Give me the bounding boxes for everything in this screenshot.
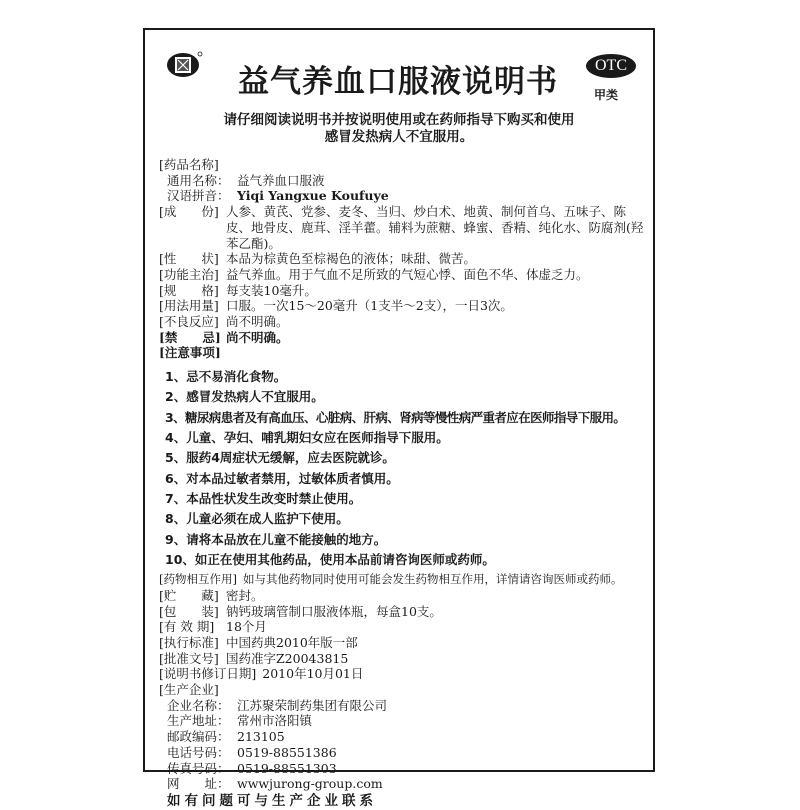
manufacturer-postcode-row: 邮政编码： 213105 xyxy=(167,729,285,745)
section-packaging: [包 装] 钠钙玻璃管制口服液体瓶，每盒10支。 xyxy=(159,603,442,619)
generic-name-value: 益气养血口服液 xyxy=(237,172,325,188)
warning-line-1: 请仔细阅读说明书并按说明使用或在药师指导下购买和使用 xyxy=(223,112,575,128)
section-approval-number: [批准文号] 国药准字Z20043815 xyxy=(159,650,349,666)
precautions-heading: [注意事项] xyxy=(159,345,221,361)
otc-badge: OTC xyxy=(586,54,636,78)
company-logo-icon xyxy=(165,50,203,80)
manufacturer-heading: [生产企业] xyxy=(159,682,219,698)
leaflet-body xyxy=(159,157,645,810)
manufacturer-name-row: 企业名称： 江苏聚荣制药集团有限公司 xyxy=(167,697,388,713)
precaution-item: 4、儿童、孕妇、哺乳期妇女应在医师指导下服用。 xyxy=(165,430,449,446)
section-contraindications: [禁 忌] 尚不明确。 xyxy=(159,329,289,345)
section-specification: [规 格] 每支装10毫升。 xyxy=(159,282,317,298)
precaution-item: 7、本品性状发生改变时禁止使用。 xyxy=(165,490,362,506)
section-indications: [功能主治] 益气养血。用于气血不足所致的气短心悸、面色不华、体虚乏力。 xyxy=(159,266,589,282)
pinyin-row xyxy=(159,188,645,204)
section-drug-interactions: [药物相互作用] 如与其他药物同时使用可能会发生药物相互作用，详情请咨询医师或药师。 xyxy=(159,572,623,587)
drug-name-heading: [药品名称] xyxy=(159,157,219,172)
precaution-item: 5、服药4周症状无缓解，应去医院就诊。 xyxy=(165,450,395,466)
otc-class-label: 甲类 xyxy=(594,88,619,102)
precaution-item: 6、对本品过敏者禁用，过敏体质者慎用。 xyxy=(165,470,399,486)
precaution-item: 9、请将本品放在儿童不能接触的地方。 xyxy=(165,531,387,547)
manufacturer-website-row: 网 址： wwwjurong-group.com xyxy=(167,776,383,792)
section-shelf-life: [有 效 期] 18个月 xyxy=(159,619,267,635)
precaution-item: 3、糖尿病患者及有高血压、心脏病、肝病、肾病等慢性病严重者应在医师指导下服用。 xyxy=(165,409,626,425)
section-standard: [执行标准] 中国药典2010年版一部 xyxy=(159,634,358,650)
manufacturer-phone-row: 电话号码： 0519-88551386 xyxy=(167,744,337,760)
precautions-list xyxy=(159,367,645,570)
generic-name-row xyxy=(159,173,645,189)
section-appearance: [性 状] 本品为棕黄色至棕褐色的液体；味甜、微苦。 xyxy=(159,251,477,267)
precaution-item: 10、如正在使用其他药品，使用本品前请咨询医师或药师。 xyxy=(165,551,495,567)
document-title: 益气养血口服液说明书 xyxy=(238,64,558,100)
contact-footer: 如有问题可与生产企业联系 xyxy=(167,792,377,809)
precaution-item: 8、儿童必须在成人监护下使用。 xyxy=(165,511,349,527)
section-revision-date: [说明书修订日期] 2010年10月01日 xyxy=(159,666,364,682)
precaution-item: 1、忌不易消化食物。 xyxy=(165,369,287,385)
generic-name-label: 通用名称： xyxy=(167,172,230,188)
section-dosage: [用法用量] 口服。一次15～20毫升（1支半～2支），一日3次。 xyxy=(159,298,513,314)
warning-line-2: 感冒发热病人不宜服用。 xyxy=(324,129,474,145)
pinyin-label: 汉语拼音： xyxy=(167,188,230,204)
precaution-item: 2、感冒发热病人不宜服用。 xyxy=(165,389,324,405)
manufacturer-address-row: 生产地址： 常州市洛阳镇 xyxy=(167,713,313,729)
section-ingredients: [成 份] 人参、黄芪、党参、麦冬、当归、炒白术、地黄、制何首乌、五味子、陈皮、地骨皮、鹿茸、淫羊藿。辅料为蔗糖、蜂蜜、香精、纯化水、防腐剂(羟苯乙酯)。 xyxy=(159,204,644,251)
manufacturer-fax-row: 传真号码： 0519-88551303 xyxy=(167,760,337,776)
section-storage: [贮 藏] 密封。 xyxy=(159,587,264,603)
section-adverse-reactions: [不良反应] 尚不明确。 xyxy=(159,314,289,330)
leaflet-document xyxy=(143,28,655,809)
pinyin-value: Yiqi Yangxue Koufuye xyxy=(237,188,389,204)
